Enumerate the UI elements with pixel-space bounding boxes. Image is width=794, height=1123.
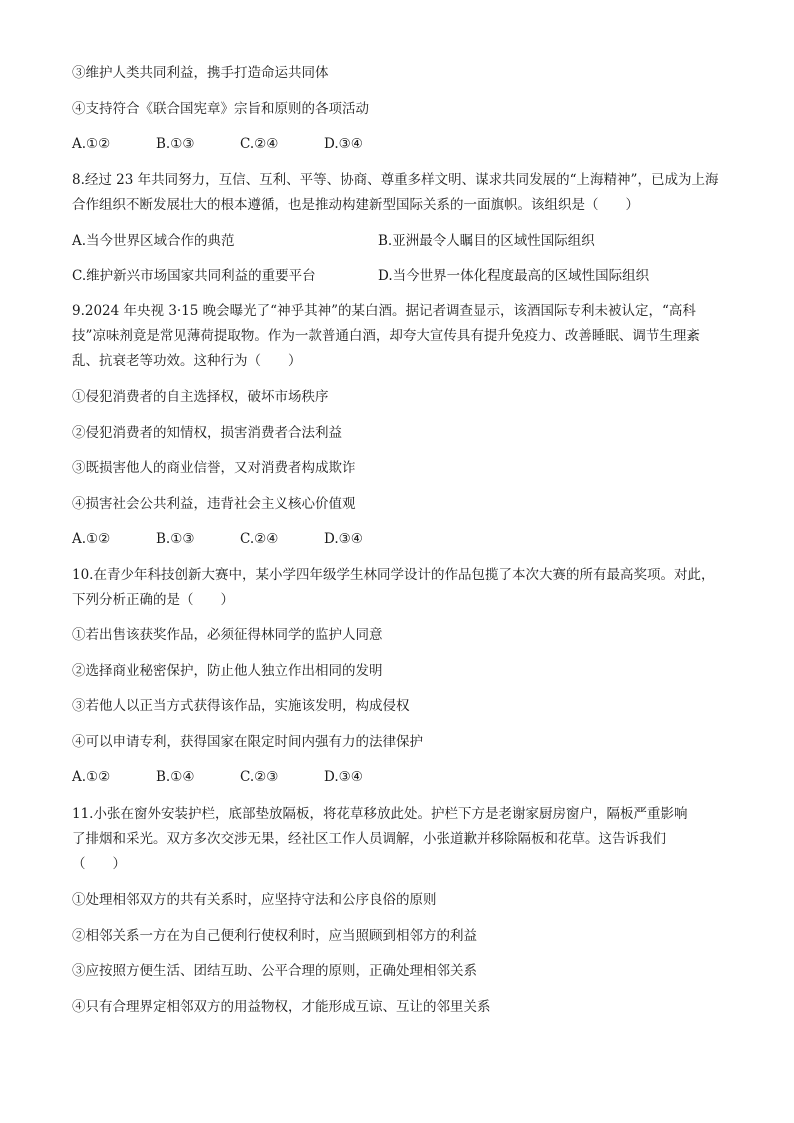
q11-stem-line2: 了排烟和采光。双方多次交涉无果，经社区工作人员调解，小张道歉并移除隔板和花草。这告诉我们 [72,831,666,847]
q10-option-d[interactable]: D.③④ [324,769,363,785]
q7-option-d[interactable]: D.③④ [324,136,363,152]
q11-item-1: ①处理相邻双方的共有关系时，应坚持守法和公序良俗的原则 [72,892,437,908]
q9-option-b[interactable]: B.①③ [156,531,195,547]
q9-option-a[interactable]: A.①② [72,531,111,547]
q9-item-3: ③既损害他人的商业信誉，又对消费者构成欺诈 [72,460,356,476]
q7-options [72,135,408,153]
q10-option-c[interactable]: C.②③ [240,769,279,785]
q9-option-d[interactable]: D.③④ [324,531,363,547]
q7-option-b[interactable]: B.①③ [156,136,195,152]
q9-stem: 9.2024 年央视 3·15 晚会曝光了“神乎其神”的某白酒。据记者调查显示，该酒国际专利未被认定，“高科技”凉味剂竟是常见薄荷提取物。作为一款普通白酒，却夸大宣传具有提升免疫力、改善睡眠、调节生理紊乱、抗衰老等功效。这种行为（ ） [72,303,700,369]
q10-item-2: ②选择商业秘密保护，防止他人独立作出相同的发明 [72,663,383,679]
q8-option-d[interactable]: D.当今世界一体化程度最高的区域性国际组织 [378,268,650,284]
q7-item-3: ③维护人类共同利益，携手打造命运共同体 [72,65,329,81]
q8-options-row1 [72,232,684,250]
q11-stem-line3: （ ） [72,856,126,872]
q8-options-row2 [72,267,684,285]
q11-item-3: ③应按照方便生活、团结互助、公平合理的原则，正确处理相邻关系 [72,963,477,979]
q8-option-c[interactable]: C.维护新兴市场国家共同利益的重要平台 [72,268,316,284]
q10-item-3: ③若他人以正当方式获得该作品，实施该发明，构成侵权 [72,698,410,714]
q8-stem: 8.经过 23 年共同努力，互信、互利、平等、协商、尊重多样文明、谋求共同发展的“上海精神”，已成为上海合作组织不断发展壮大的根本遵循，也是推动构建新型国际关系的一面旗帜。该组织是（ ） [72,172,719,213]
q9-options [72,530,408,548]
q11-item-4: ④只有合理界定相邻双方的用益物权，才能形成互谅、互让的邻里关系 [72,999,491,1015]
q9-item-2: ②侵犯消费者的知情权，损害消费者合法利益 [72,425,342,441]
q9-item-4: ④损害社会公共利益，违背社会主义核心价值观 [72,496,356,512]
q10-stem: 10.在青少年科技创新大赛中，某小学四年级学生林同学设计的作品包揽了本次大赛的所有最高奖项。对此，下列分析正确的是（ ） [72,567,715,608]
q10-item-1: ①若出售该获奖作品，必须征得林同学的监护人同意 [72,627,383,643]
q9-item-1: ①侵犯消费者的自主选择权，破坏市场秩序 [72,389,329,405]
q9-option-c[interactable]: C.②④ [240,531,279,547]
q8-option-b[interactable]: B.亚洲最令人瞩目的区域性国际组织 [378,233,595,249]
q11-stem-line1: 11.小张在窗外安装护栏，底部垫放隔板，将花草移放此处。护栏下方是老谢家厨房窗户，隔板严重影响 [72,806,688,822]
q10-option-b[interactable]: B.①④ [156,769,195,785]
q10-option-a[interactable]: A.①② [72,769,111,785]
q10-options [72,768,408,786]
q10-item-4: ④可以申请专利，获得国家在限定时间内强有力的法律保护 [72,734,423,750]
q11-item-2: ②相邻关系一方在为自己便利行使权利时，应当照顾到相邻方的利益 [72,928,477,944]
q7-item-4: ④支持符合《联合国宪章》宗旨和原则的各项活动 [72,101,369,117]
q8-option-a[interactable]: A.当今世界区域合作的典范 [72,233,235,249]
q7-option-c[interactable]: C.②④ [240,136,279,152]
q7-option-a[interactable]: A.①② [72,136,111,152]
